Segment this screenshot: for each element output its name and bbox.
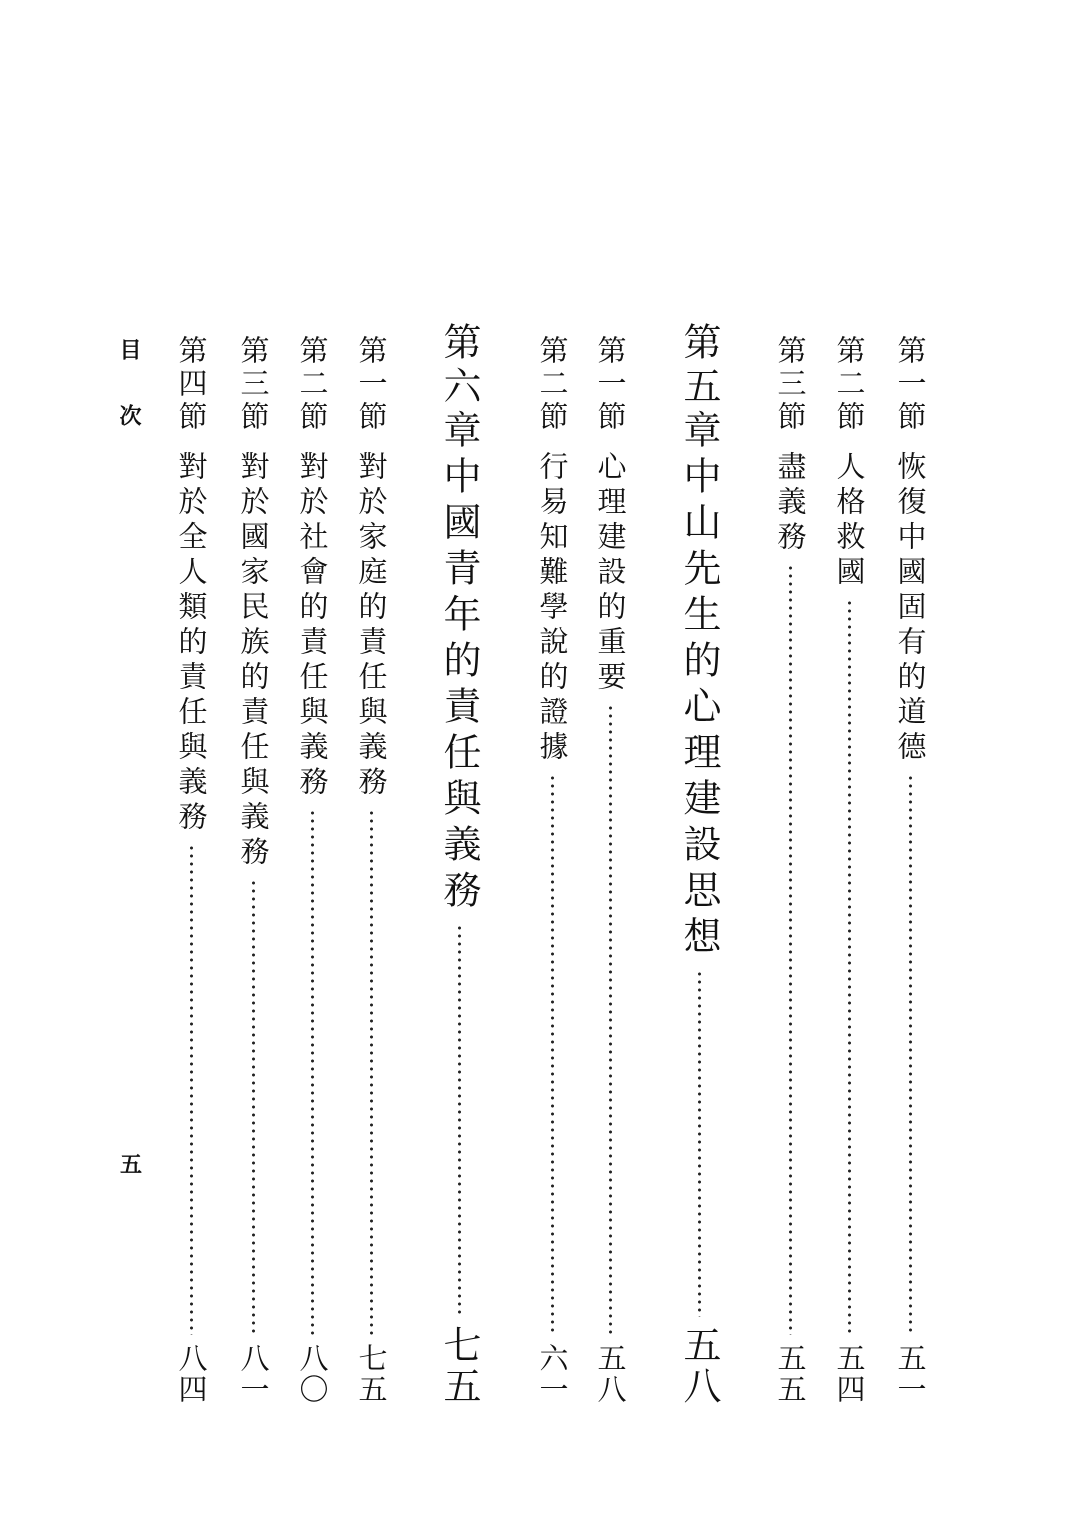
entry-page-number: 八〇 [295, 1343, 330, 1405]
toc-entry [593, 335, 627, 1405]
entry-label: 第二節 [832, 335, 867, 434]
page-number: 五 [120, 1152, 143, 1178]
entry-page-number: 八四 [174, 1343, 209, 1405]
entry-page-number: 五一 [893, 1343, 928, 1405]
chapter-page-number: 五八 [677, 1325, 721, 1407]
entry-page-number: 七五 [354, 1343, 389, 1405]
entry-title: 恢復中國固有的道德 [893, 451, 928, 766]
entry-label: 第二節 [535, 335, 570, 434]
toc-entry [832, 335, 866, 1405]
dot-leader [311, 809, 314, 1335]
entry-label: 第一節 [893, 335, 928, 434]
chapter-label: 第六章 [437, 322, 481, 454]
dot-leader [252, 879, 255, 1335]
dot-leader [789, 564, 792, 1335]
toc-entry [295, 335, 329, 1405]
toc-entry [893, 335, 927, 1405]
toc-entry [773, 335, 807, 1405]
entry-title: 對於全人類的責任與義務 [174, 451, 209, 836]
entry-title: 人格救國 [832, 451, 867, 591]
entry-title: 盡義務 [773, 451, 808, 556]
entry-page-number: 五四 [832, 1343, 867, 1405]
entry-title: 對於國家民族的責任與義務 [236, 451, 271, 871]
chapter-page-number: 七五 [437, 1325, 481, 1407]
entry-title: 行易知難學說的證據 [535, 451, 570, 766]
entry-label: 第三節 [773, 335, 808, 434]
toc-entry [354, 335, 388, 1405]
entry-label: 第二節 [295, 335, 330, 434]
dot-leader [609, 704, 612, 1335]
entry-page-number: 五八 [593, 1343, 628, 1405]
toc-chapter-entry [677, 322, 721, 1407]
dot-leader [551, 774, 554, 1335]
entry-label: 第四節 [174, 335, 209, 434]
chapter-label: 第五章 [677, 322, 721, 454]
toc-entry [236, 335, 270, 1405]
entry-label: 第三節 [236, 335, 271, 434]
toc-entry [535, 335, 569, 1405]
chapter-title: 中國青年的責任與義務 [437, 456, 481, 916]
entry-page-number: 八一 [236, 1343, 271, 1405]
dot-leader [909, 774, 912, 1335]
running-title: 目次 [116, 338, 142, 470]
entry-page-number: 六一 [535, 1343, 570, 1405]
toc-chapter-entry [437, 322, 481, 1407]
entry-label: 第一節 [354, 335, 389, 434]
dot-leader [190, 844, 193, 1335]
entry-title: 對於家庭的責任與義務 [354, 451, 389, 801]
entry-page-number: 五五 [773, 1343, 808, 1405]
dot-leader [698, 970, 701, 1317]
dot-leader [848, 599, 851, 1335]
dot-leader [370, 809, 373, 1335]
entry-title: 心理建設的重要 [593, 451, 628, 696]
toc-entry [174, 335, 208, 1405]
dot-leader [458, 924, 461, 1317]
entry-title: 對於社會的責任與義務 [295, 451, 330, 801]
chapter-title: 中山先生的心理建設思想 [677, 456, 721, 962]
entry-label: 第一節 [593, 335, 628, 434]
